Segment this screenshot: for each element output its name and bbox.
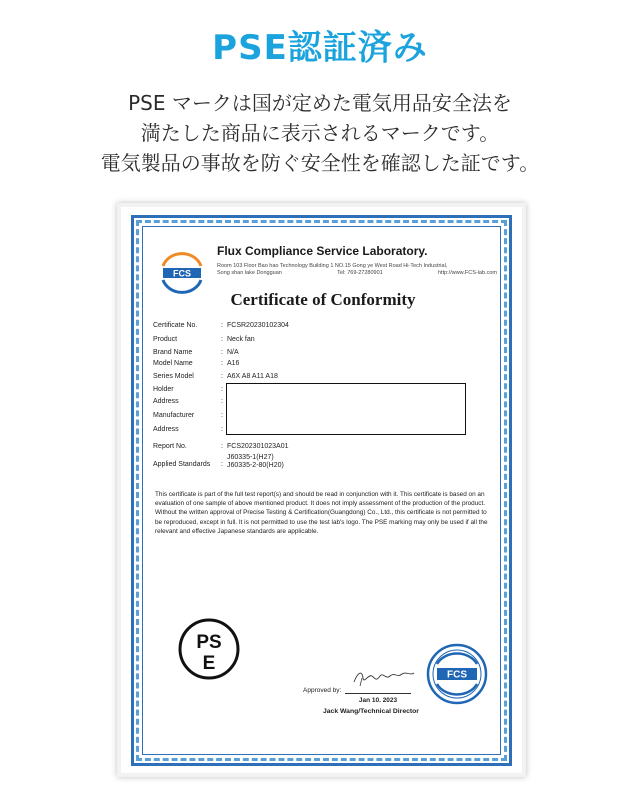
- field-value: A16: [227, 360, 240, 367]
- field-label: Product: [153, 336, 178, 343]
- standard-item: J60335-1(H27): [227, 454, 274, 461]
- intro-line: 満たした商品に表示されるマークです。: [140, 121, 500, 145]
- field-series-model: Series Model : A6X A8 A11 A18: [153, 373, 278, 380]
- svg-text:FCS: FCS: [447, 669, 467, 681]
- field-product: Product : Neck fan: [153, 336, 255, 343]
- certificate-title: Certificate of Conformity: [230, 290, 416, 309]
- field-label: Manufacturer: [153, 412, 195, 419]
- field-manufacturer-address: Address :: [153, 426, 223, 433]
- field-label: Holder: [153, 386, 174, 393]
- field-label: Report No.: [153, 443, 187, 450]
- lab-address-line: Song shan lake Dongguan: [217, 270, 282, 276]
- intro-text: [0, 88, 640, 178]
- field-value: N/A: [227, 349, 239, 356]
- field-holder-address: Address :: [153, 398, 223, 405]
- field-holder: Holder :: [153, 386, 223, 393]
- approved-by-label: Approved by:: [303, 687, 342, 694]
- lab-name: Flux Compliance Service Laboratory.: [217, 244, 428, 258]
- field-label: Address: [153, 426, 179, 433]
- lab-address: [217, 263, 497, 277]
- certificate-notice: This certificate is part of the full test report(s) and should be read in conjunction with it. This certificate is based on an evaluation of one sample of above mentioned product. It does not imply assessment of the production of the product. Without the written approval of Precise Testing & Certification(Guangdong) Co., Ltd., this certificate is not permitted to be reproduced, except in full. It is not permitted to use the test lab's logo. The PSE marking may only be used if all the relevant and effective Japanese standards are applicable.: [155, 491, 488, 535]
- intro-line: 電気製品の事故を防ぐ安全性を確認した証です。: [100, 151, 540, 175]
- field-label: Brand Name: [153, 349, 193, 356]
- lab-tel: Tel: 769-27280901: [337, 270, 383, 276]
- lab-web: http://www.FCS-lab.com: [437, 270, 497, 276]
- signature-line: [345, 693, 411, 694]
- field-applied-standards: Applied Standards :: [153, 461, 223, 468]
- field-value: Neck fan: [227, 336, 255, 343]
- intro-line: PSE マークは国が定めた電気用品安全法を: [128, 91, 512, 115]
- svg-text:PS: PS: [196, 632, 222, 653]
- field-label: Model Name: [153, 360, 193, 367]
- pse-mark-icon: [177, 617, 241, 681]
- field-label: Series Model: [153, 373, 194, 380]
- svg-text:FCS: FCS: [173, 268, 191, 279]
- signer-name: Jack Wang/Technical Director: [323, 708, 419, 715]
- certificate: [145, 232, 501, 752]
- signature-date: Jan 10. 2023: [358, 697, 398, 704]
- field-label: Address: [153, 398, 179, 405]
- field-brand-name: Brand Name : N/A: [153, 349, 239, 356]
- standard-item: J60335-2-80(H20): [227, 462, 284, 469]
- field-report-no: Report No. : FCS202301023A01: [153, 443, 289, 450]
- field-manufacturer: Manufacturer :: [153, 412, 223, 419]
- redacted-box: [226, 383, 466, 435]
- field-value: A6X A8 A11 A18: [227, 373, 278, 380]
- svg-text:E: E: [202, 653, 216, 674]
- standards-list: [227, 454, 284, 470]
- lab-address-line: Room 103 Floor Bao hao Technology Building 1 NO.15 Gong ye West Road Hi-Tech Industrial,: [217, 263, 448, 269]
- field-value: FCSR20230102304: [227, 322, 289, 329]
- field-value: FCS202301023A01: [227, 443, 289, 450]
- page-heading: PSE認証済み: [212, 28, 428, 68]
- field-model-name: Model Name : A16: [153, 360, 240, 367]
- field-certificate-no: Certificate No. : FCSR20230102304: [153, 322, 289, 329]
- signature-icon: [348, 664, 418, 690]
- field-label: Applied Standards: [153, 461, 211, 468]
- fcs-seal-icon: [425, 642, 489, 706]
- fcs-logo-icon: [157, 252, 207, 294]
- field-label: Certificate No.: [153, 322, 198, 329]
